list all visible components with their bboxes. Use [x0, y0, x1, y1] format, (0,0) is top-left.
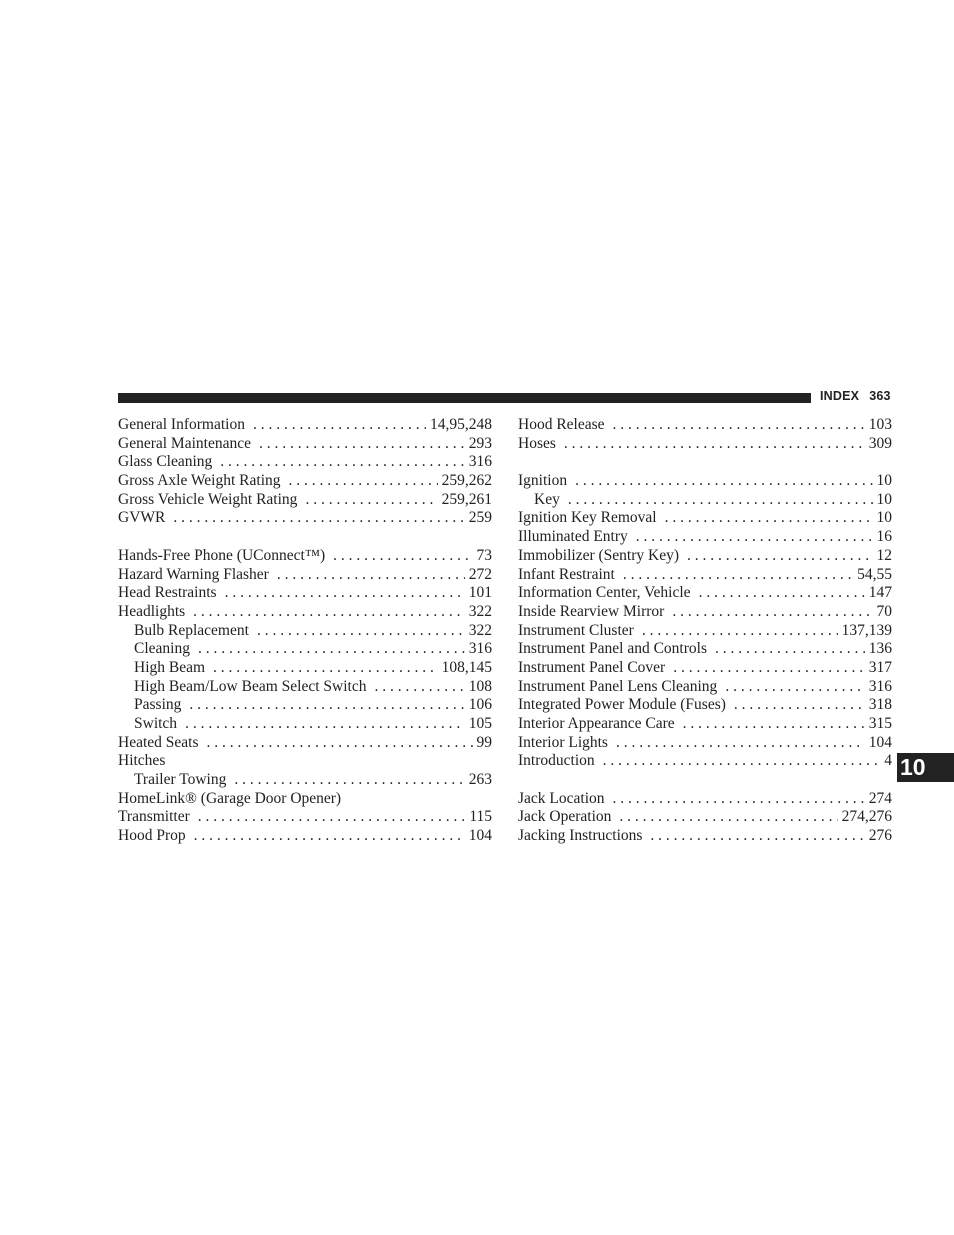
entry-page-ref: 274: [868, 789, 892, 807]
entry-term: Key: [534, 490, 560, 508]
entry-term: Information Center, Vehicle: [518, 584, 691, 602]
index-entry: [518, 827, 892, 846]
index-entry: [518, 472, 892, 491]
dot-leader: [699, 584, 865, 603]
entry-group-gap: [118, 528, 492, 547]
index-column-right: [518, 416, 892, 846]
entry-term: Infant Restraint: [518, 565, 615, 583]
dot-leader: [725, 678, 864, 697]
entry-page-ref: 105: [468, 715, 492, 732]
entry-term: Hood Release: [518, 416, 605, 433]
entry-page-ref: 315: [868, 715, 892, 732]
entry-page-ref: 259,262: [441, 472, 492, 490]
index-subentry: [518, 491, 892, 510]
dot-leader: [220, 453, 464, 472]
entry-page-ref: 136: [868, 640, 892, 658]
entry-term: Illuminated Entry: [518, 528, 628, 546]
entry-term: Instrument Panel Cover: [518, 658, 666, 676]
entry-term: Inside Rearview Mirror: [518, 602, 665, 620]
entry-term: Transmitter: [118, 808, 190, 826]
entry-page-ref: 101: [468, 584, 492, 602]
entry-page-ref: 108: [468, 677, 492, 695]
entry-page-ref: 106: [468, 696, 492, 714]
entry-page-ref: 316: [468, 453, 492, 471]
index-entry: [518, 566, 892, 585]
section-title: INDEX: [820, 389, 860, 403]
dot-leader: [616, 734, 865, 753]
index-entry: [518, 435, 892, 454]
entry-page-ref: 137,139: [841, 621, 892, 639]
index-entry: [118, 491, 492, 510]
entry-term: Gross Axle Weight Rating: [118, 472, 281, 490]
index-entry: [518, 547, 892, 566]
entry-term: Ignition Key Removal: [518, 509, 657, 527]
dot-leader: [194, 827, 465, 846]
entry-page-ref: 293: [468, 434, 492, 452]
dot-leader: [650, 827, 864, 846]
entry-page-ref: 54,55: [857, 565, 892, 583]
entry-page-ref: 263: [468, 771, 492, 789]
entry-term: Hitches: [118, 752, 166, 770]
index-entry: [118, 509, 492, 528]
entry-page-ref: 309: [868, 434, 892, 452]
dot-leader: [289, 472, 438, 491]
entry-page-ref: 322: [468, 602, 492, 620]
entry-page-ref: 103: [868, 416, 892, 433]
entry-page-ref: 104: [868, 733, 892, 751]
index-entry: [118, 584, 492, 603]
index-subentry: [118, 678, 492, 697]
entry-term: Interior Appearance Care: [518, 715, 675, 732]
entry-page-ref: 16: [876, 528, 892, 546]
entry-page-ref: 259,261: [441, 490, 492, 508]
entry-term: Headlights: [118, 602, 186, 620]
entry-term: General Information: [118, 416, 245, 433]
entry-term: Instrument Cluster: [518, 621, 634, 639]
index-entry: [518, 715, 892, 734]
index-entry: [118, 734, 492, 753]
dot-leader: [185, 715, 465, 734]
entry-page-ref: 99: [476, 733, 492, 751]
index-entry: [118, 790, 492, 809]
dot-leader: [665, 509, 873, 528]
entry-term: Head Restraints: [118, 584, 217, 602]
index-entry: [118, 547, 492, 566]
index-entry: [518, 509, 892, 528]
entry-page-ref: 10: [876, 509, 892, 527]
entry-page-ref: 108,145: [441, 658, 492, 676]
dot-leader: [683, 715, 865, 734]
dot-leader: [259, 435, 465, 454]
entry-page-ref: 147: [868, 584, 892, 602]
entry-term: Jack Operation: [518, 808, 612, 826]
entry-page-ref: 73: [476, 546, 492, 564]
index-entry: [518, 696, 892, 715]
index-entry: [518, 659, 892, 678]
entry-page-ref: 12: [876, 546, 892, 564]
index-entry: [118, 453, 492, 472]
dot-leader: [198, 640, 465, 659]
index-entry: [518, 640, 892, 659]
entry-term: Hood Prop: [118, 827, 186, 845]
entry-page-ref: 115: [469, 808, 492, 826]
index-entry: [518, 622, 892, 641]
index-subentry: [118, 659, 492, 678]
dot-leader: [672, 603, 872, 622]
entry-term: Integrated Power Module (Fuses): [518, 696, 726, 714]
index-entry: [118, 435, 492, 454]
dot-leader: [277, 566, 465, 585]
index-entry: [118, 566, 492, 585]
dot-leader: [213, 659, 438, 678]
chapter-tab: 10: [897, 753, 954, 782]
entry-term: Glass Cleaning: [118, 453, 213, 471]
entry-page-ref: 316: [868, 677, 892, 695]
dot-leader: [333, 547, 472, 566]
running-header: [820, 389, 891, 403]
dot-leader: [374, 678, 464, 697]
dot-leader: [613, 416, 865, 435]
index-entry: [518, 790, 892, 809]
entry-term: Introduction: [518, 752, 595, 770]
entry-page-ref: 10: [876, 472, 892, 490]
dot-leader: [198, 808, 466, 827]
entry-page-ref: 272: [468, 565, 492, 583]
entry-page-ref: 318: [868, 696, 892, 714]
entry-page-ref: 10: [876, 490, 892, 508]
entry-group-gap: [518, 453, 892, 472]
entry-term: Interior Lights: [518, 733, 608, 751]
entry-page-ref: 4: [884, 752, 892, 770]
dot-leader: [257, 622, 465, 641]
dot-leader: [234, 771, 464, 790]
dot-leader: [189, 696, 464, 715]
entry-term: Hazard Warning Flasher: [118, 565, 269, 583]
dot-leader: [206, 734, 472, 753]
entry-term: Switch: [134, 715, 178, 732]
dot-leader: [305, 491, 437, 510]
index-entry: [518, 603, 892, 622]
dot-leader: [575, 472, 872, 491]
entry-term: Hands-Free Phone (UConnect™): [118, 546, 326, 564]
dot-leader: [193, 603, 465, 622]
entry-term: High Beam/Low Beam Select Switch: [134, 677, 367, 695]
entry-term: Hoses: [518, 434, 556, 452]
index-entry: [518, 584, 892, 603]
dot-leader: [173, 509, 464, 528]
dot-leader: [715, 640, 865, 659]
index-entry: [118, 752, 492, 771]
entry-page-ref: 104: [468, 827, 492, 845]
dot-leader: [734, 696, 865, 715]
entry-page-ref: 259: [468, 509, 492, 527]
entry-term: HomeLink® (Garage Door Opener): [118, 789, 342, 807]
entry-term: GVWR: [118, 509, 166, 527]
entry-term: Heated Seats: [118, 733, 199, 751]
entry-page-ref: 317: [868, 658, 892, 676]
entry-term: Immobilizer (Sentry Key): [518, 546, 679, 564]
dot-leader: [568, 491, 873, 510]
dot-leader: [687, 547, 873, 566]
entry-page-ref: 274,276: [841, 808, 892, 826]
dot-leader: [613, 790, 865, 809]
index-entry: [118, 416, 492, 435]
index-entry: [118, 808, 492, 827]
entry-page-ref: 322: [468, 621, 492, 639]
dot-leader: [673, 659, 865, 678]
entry-term: Cleaning: [134, 640, 190, 658]
entry-page-ref: 276: [868, 827, 892, 845]
index-subentry: [118, 622, 492, 641]
entry-term: Ignition: [518, 472, 568, 490]
dot-leader: [642, 622, 838, 641]
entry-term: Instrument Panel and Controls: [518, 640, 707, 658]
index-column-left: [118, 416, 492, 846]
entry-group-gap: [518, 771, 892, 790]
index-entry: [518, 678, 892, 697]
index-entry: [118, 827, 492, 846]
entry-page-ref: 70: [876, 602, 892, 620]
index-entry: [518, 416, 892, 435]
entry-term: Gross Vehicle Weight Rating: [118, 490, 298, 508]
entry-term: Jack Location: [518, 789, 605, 807]
index-subentry: [118, 715, 492, 734]
entry-term: Instrument Panel Lens Cleaning: [518, 677, 718, 695]
index-entry: [518, 734, 892, 753]
index-subentry: [118, 696, 492, 715]
entry-term: High Beam: [134, 658, 206, 676]
header-rule: [118, 393, 811, 403]
index-entry: [518, 528, 892, 547]
entry-term: General Maintenance: [118, 434, 251, 452]
index-subentry: [118, 640, 492, 659]
page-number: 363: [869, 389, 891, 403]
dot-leader: [603, 752, 881, 771]
entry-term: Jacking Instructions: [518, 827, 643, 845]
index-entry: [118, 472, 492, 491]
dot-leader: [623, 566, 853, 585]
dot-leader: [636, 528, 873, 547]
dot-leader: [619, 808, 837, 827]
entry-term: Passing: [134, 696, 182, 714]
dot-leader: [225, 584, 465, 603]
index-entry: [518, 752, 892, 771]
entry-page-ref: 14,95,248: [430, 416, 492, 433]
index-subentry: [118, 771, 492, 790]
dot-leader: [564, 435, 865, 454]
entry-term: Bulb Replacement: [134, 621, 249, 639]
index-entry: [118, 603, 492, 622]
entry-term: Trailer Towing: [134, 771, 227, 789]
dot-leader: [253, 416, 426, 435]
index-entry: [518, 808, 892, 827]
entry-page-ref: 316: [468, 640, 492, 658]
